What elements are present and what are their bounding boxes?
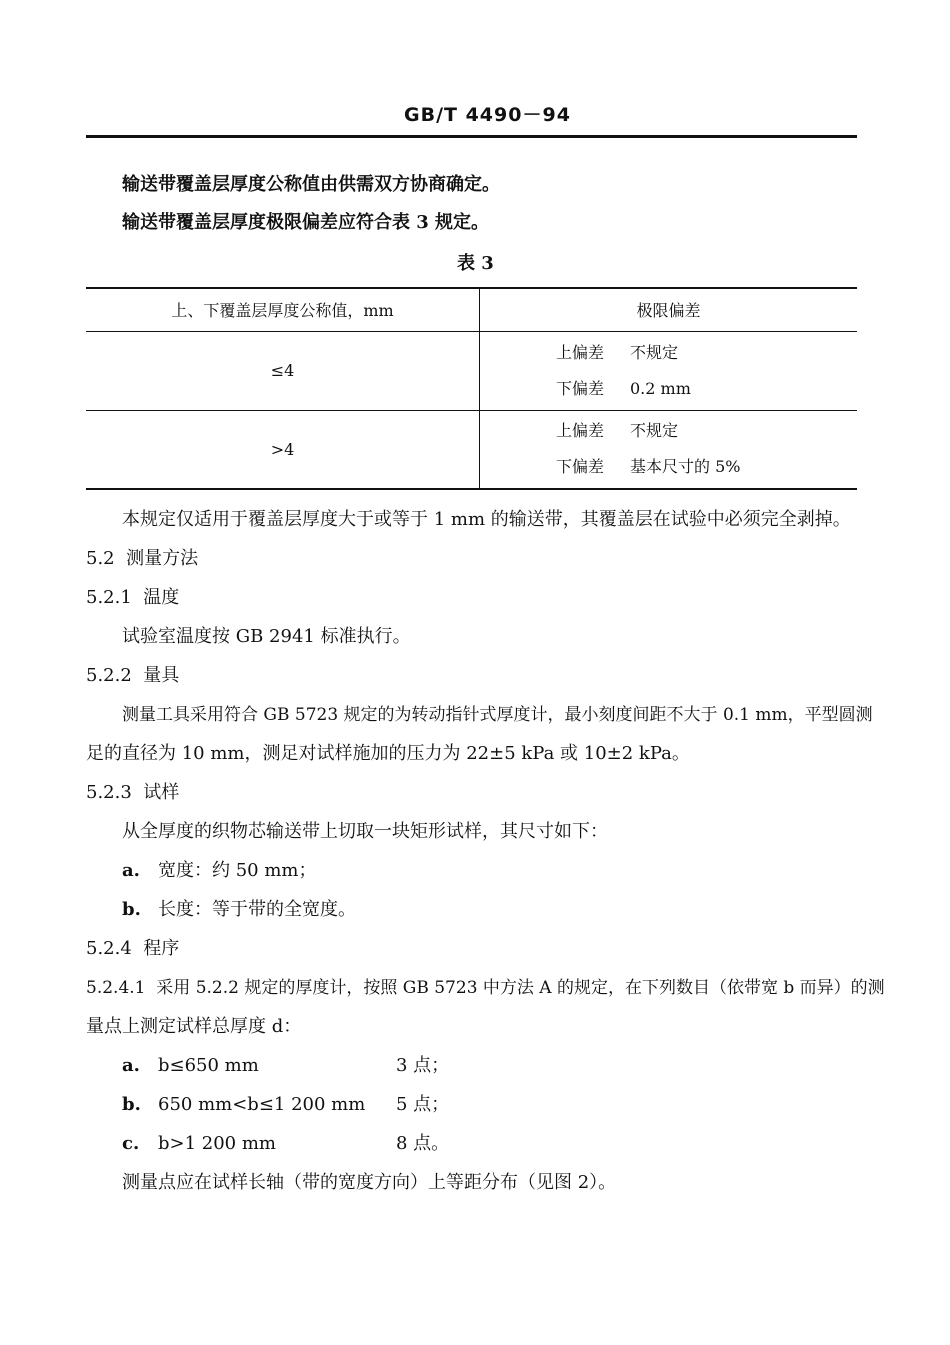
list-condition: 650 mm<b≤1 200 mm — [158, 1094, 366, 1115]
section-number: 5.2.1 — [86, 587, 132, 608]
list-item — [122, 1129, 449, 1155]
table-caption: 表 3 — [457, 253, 494, 274]
section-5-2-4-heading — [86, 934, 179, 960]
table-row — [86, 331, 857, 410]
section-5-2-4-1-text-3: 测量点应在试样长轴（带的宽度方向）上等距分布（见图 2）。 — [122, 1172, 617, 1193]
section-5-2-4-1-body: 采用 5.2.2 规定的厚度计，按照 GB 5723 中方法 A 的规定，在下列数目（依带宽 b 而异）的测 — [156, 978, 885, 998]
list-marker: a. — [122, 1055, 140, 1076]
section-5-2-1-text: 试验室温度按 GB 2941 标准执行。 — [122, 626, 411, 647]
section-5-2-3-text: 从全厚度的织物芯输送带上切取一块矩形试样，其尺寸如下： — [122, 821, 608, 842]
list-marker: b. — [122, 899, 141, 920]
table-header-row — [86, 288, 857, 331]
section-number: 5.2.3 — [86, 782, 132, 803]
document-number: GB/T 4490－94 — [404, 104, 571, 126]
upper-deviation-value: 不规定 — [630, 342, 679, 362]
list-text: 宽度：约 50 mm； — [158, 860, 317, 881]
list-item — [122, 1051, 449, 1077]
section-5-2-2-heading — [86, 661, 179, 687]
list-text: 长度：等于带的全宽度。 — [158, 899, 356, 920]
list-marker: a. — [122, 860, 140, 881]
lower-deviation-value: 0.2 mm — [630, 378, 691, 398]
upper-deviation-label: 上偏差 — [556, 421, 605, 441]
table-row — [86, 410, 857, 489]
col-deviation-header: 极限偏差 — [480, 288, 858, 331]
list-points: 5 点； — [396, 1094, 450, 1115]
section-5-2-1-heading — [86, 583, 179, 609]
scope-note: 本规定仅适用于覆盖层厚度大于或等于 1 mm 的输送带，其覆盖层在试验中必须完全剥掉。 — [122, 509, 851, 530]
col-nominal-header: 上、下覆盖层厚度公称值，mm — [86, 288, 480, 331]
section-title: 程序 — [143, 938, 180, 959]
intro-line-2: 输送带覆盖层厚度极限偏差应符合表 3 规定。 — [122, 212, 490, 233]
lower-deviation-label: 下偏差 — [556, 378, 605, 398]
section-number: 5.2.4.1 — [86, 978, 146, 998]
section-number: 5.2.4 — [86, 938, 132, 959]
list-condition: b≤650 mm — [158, 1055, 259, 1076]
section-5-2-3-heading — [86, 778, 179, 804]
nominal-value: >4 — [86, 410, 480, 489]
header-rule — [86, 135, 857, 138]
upper-deviation-value: 不规定 — [630, 421, 679, 441]
section-title: 量具 — [143, 665, 180, 686]
lower-deviation-label: 下偏差 — [556, 457, 605, 477]
upper-deviation-label: 上偏差 — [556, 342, 605, 362]
deviation-cell — [480, 410, 858, 489]
section-5-2-4-1-text-2: 量点上测定试样总厚度 d： — [86, 1016, 302, 1037]
section-title: 温度 — [143, 587, 180, 608]
section-5-2-4-1-text-1 — [86, 973, 885, 998]
intro-line-1: 输送带覆盖层厚度公称值由供需双方协商确定。 — [122, 174, 500, 195]
section-title: 试样 — [143, 782, 180, 803]
section-5-2-heading — [86, 544, 198, 570]
lower-deviation-value: 基本尺寸的 5% — [630, 457, 741, 477]
section-5-2-2-text-1: 测量工具采用符合 GB 5723 规定的为转动指针式厚度计，最小刻度间距不大于 0.1 mm，平型圆测 — [122, 705, 873, 725]
section-5-2-2-text-2: 足的直径为 10 mm，测足对试样施加的压力为 22±5 kPa 或 10±2 kPa。 — [86, 743, 690, 764]
deviation-cell — [480, 331, 858, 410]
list-condition: b>1 200 mm — [158, 1133, 276, 1154]
nominal-value: ≤4 — [86, 331, 480, 410]
section-number: 5.2 — [86, 548, 115, 569]
list-marker: c. — [122, 1133, 140, 1154]
list-marker: b. — [122, 1094, 141, 1115]
list-item — [122, 1090, 449, 1116]
section-number: 5.2.2 — [86, 665, 132, 686]
list-item — [122, 895, 356, 921]
section-title: 测量方法 — [126, 548, 199, 569]
list-item — [122, 856, 316, 882]
tolerance-table — [86, 287, 857, 490]
list-points: 3 点； — [396, 1055, 450, 1076]
list-points: 8 点。 — [396, 1133, 450, 1154]
